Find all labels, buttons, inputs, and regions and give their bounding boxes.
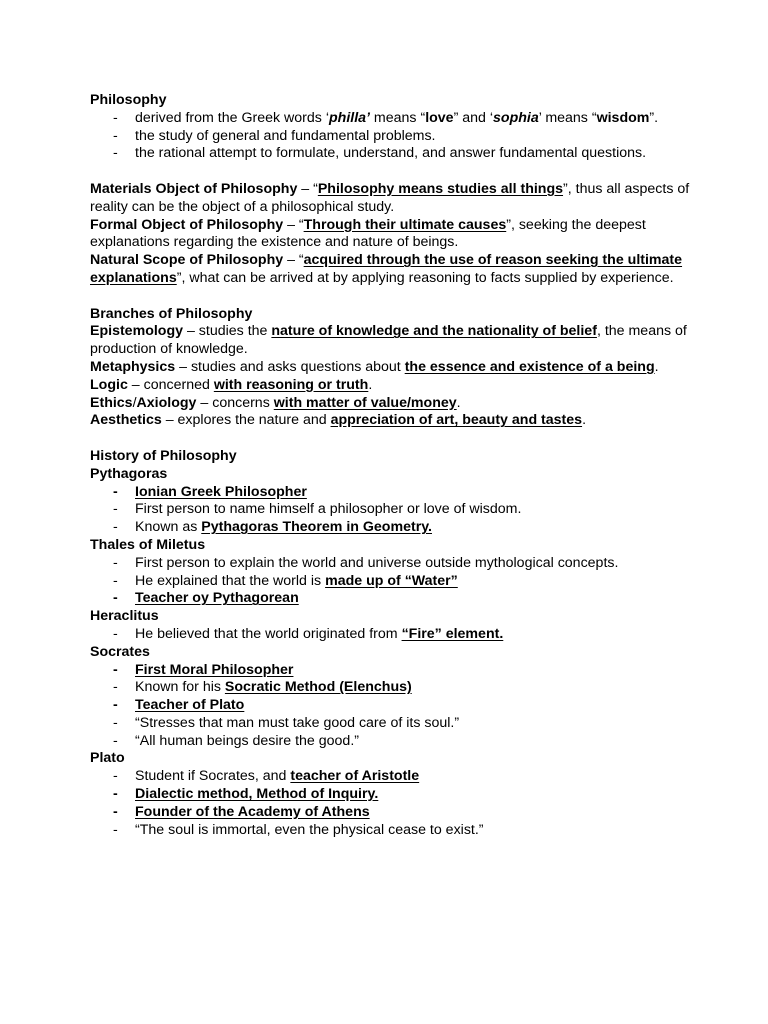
philosopher-facts xyxy=(90,555,690,608)
document-page xyxy=(90,92,690,839)
text-run: Founder of the Academy of Athens xyxy=(135,803,370,820)
text-run: . xyxy=(368,376,373,393)
dash-bullet: - xyxy=(113,679,118,696)
list-item xyxy=(113,554,690,573)
text-run: First Moral Philosopher xyxy=(135,661,294,678)
text-run: acquired through the use of reason seeking the ultimate explanations xyxy=(90,252,683,286)
dash-bullet: - xyxy=(113,732,118,749)
definition-list xyxy=(90,110,690,163)
text-run: philla’ xyxy=(328,109,370,126)
text-run: love xyxy=(425,109,454,126)
heading-branches: Branches of Philosophy xyxy=(90,305,253,322)
philosopher-facts xyxy=(90,768,690,839)
text-run: “Stresses that man must take good care of its soul.” xyxy=(135,714,460,731)
philosopher-name: Pythagoras xyxy=(90,465,168,482)
branches-section xyxy=(90,323,690,430)
text-run: – “ xyxy=(297,180,318,197)
dash-bullet: - xyxy=(113,519,118,536)
text-run: , the means of production of knowledge. xyxy=(90,323,687,358)
text-run: “The soul is immortal, even the physical cease to exist.” xyxy=(135,821,484,838)
text-run: with matter of value/money xyxy=(273,394,457,411)
list-item xyxy=(113,109,690,128)
text-run: . xyxy=(456,394,461,411)
list-item xyxy=(113,572,690,591)
dash-bullet: - xyxy=(113,501,118,518)
text-run: ”, thus all aspects of reality can be the object of a philosophical study. xyxy=(90,180,690,215)
dash-bullet: - xyxy=(113,483,118,500)
text-run: – explores the nature and xyxy=(161,412,331,429)
text-run: Axiology xyxy=(136,394,197,411)
list-item xyxy=(113,732,690,751)
dash-bullet: - xyxy=(113,821,118,838)
text-run: Teacher oy Pythagorean xyxy=(135,590,299,607)
text-run: with reasoning or truth xyxy=(213,376,369,393)
text-run: . xyxy=(582,412,587,429)
philosopher-facts xyxy=(90,484,690,537)
text-run: Logic xyxy=(90,376,128,393)
history-section xyxy=(90,466,690,840)
text-run: ’ means “ xyxy=(538,109,597,126)
dash-bullet: - xyxy=(113,590,118,607)
list-item xyxy=(113,714,690,733)
text-run: means “ xyxy=(369,109,426,126)
text-run: teacher of Aristotle xyxy=(290,768,420,785)
text-run: Philosophy means studies all things xyxy=(317,180,564,197)
text-run: ”, what can be arrived at by applying reasoning to facts supplied by experience. xyxy=(176,269,674,286)
heading-philosophy: Philosophy xyxy=(90,92,167,108)
text-run: He believed that the world originated from xyxy=(135,625,402,642)
text-run: First person to name himself a philosopher or love of wisdom. xyxy=(135,501,522,518)
list-item xyxy=(113,625,690,644)
philosopher-name: Socrates xyxy=(90,643,150,660)
branch-paragraph xyxy=(90,323,690,359)
text-run: Student if Socrates, and xyxy=(135,768,291,785)
text-run: – concerned xyxy=(127,376,214,393)
philosopher-name: Plato xyxy=(90,750,125,767)
text-run: derived from the Greek words ‘ xyxy=(135,109,329,126)
branch-paragraph xyxy=(90,412,690,430)
text-run: Metaphysics xyxy=(90,358,176,375)
text-run: – “ xyxy=(283,252,304,269)
text-run: appreciation of art, beauty and tastes xyxy=(330,412,583,429)
philosopher-facts xyxy=(90,626,690,644)
list-item xyxy=(113,768,690,786)
dash-bullet: - xyxy=(113,786,118,803)
text-run: nature of knowledge and the nationality of belief xyxy=(271,323,597,340)
list-item xyxy=(113,679,690,697)
object-paragraph xyxy=(90,252,690,288)
text-run: the study of general and fundamental problems. xyxy=(135,127,436,144)
text-run: wisdom xyxy=(596,109,650,126)
text-run: Epistemology xyxy=(90,323,184,340)
dash-bullet: - xyxy=(113,109,118,126)
list-item xyxy=(113,519,690,537)
philosopher-name: Thales of Miletus xyxy=(90,536,206,553)
text-run: Teacher of Plato xyxy=(135,697,245,714)
text-run: – studies and asks questions about xyxy=(175,358,405,375)
text-run: Dialectic method, Method of Inquiry. xyxy=(135,786,379,803)
list-item xyxy=(113,590,690,608)
dash-bullet: - xyxy=(113,661,118,678)
text-run: Materials Object of Philosophy xyxy=(90,180,298,197)
text-run: made up of “Water” xyxy=(325,572,458,589)
list-item xyxy=(113,127,690,146)
object-paragraph xyxy=(90,217,690,253)
text-run: Aesthetics xyxy=(90,412,162,429)
dash-bullet: - xyxy=(113,625,118,642)
dash-bullet: - xyxy=(113,803,118,820)
text-run: – studies the xyxy=(183,323,272,340)
philosopher-facts xyxy=(90,662,690,751)
dash-bullet: - xyxy=(113,572,118,589)
text-run: sophia xyxy=(493,109,539,126)
list-item xyxy=(113,821,690,840)
text-run: Natural Scope of Philosophy xyxy=(90,252,284,269)
text-run: . xyxy=(654,358,659,375)
text-run: – “ xyxy=(283,216,304,233)
text-run: Ionian Greek Philosopher xyxy=(135,483,307,500)
philosopher-name: Heraclitus xyxy=(90,608,159,625)
objects-section xyxy=(90,181,690,288)
text-run: Formal Object of Philosophy xyxy=(90,216,284,233)
text-run: – concerns xyxy=(196,394,274,411)
dash-bullet: - xyxy=(113,127,118,144)
object-paragraph xyxy=(90,181,690,217)
text-run: Through their ultimate causes xyxy=(303,216,507,233)
dash-bullet: - xyxy=(113,697,118,714)
text-run: “Fire” element. xyxy=(401,625,504,642)
branch-paragraph xyxy=(90,395,690,413)
list-item xyxy=(113,803,690,822)
text-run: ” and ‘ xyxy=(453,109,494,126)
text-run: ”, seeking the deepest explanations regarding the existence and nature of beings. xyxy=(90,216,646,251)
dash-bullet: - xyxy=(113,145,118,162)
list-item xyxy=(113,501,690,519)
dash-bullet: - xyxy=(113,714,118,731)
heading-history: History of Philosophy xyxy=(90,447,237,464)
list-item xyxy=(113,145,690,163)
text-run: ”. xyxy=(649,109,659,126)
text-run: Known as xyxy=(135,519,202,536)
text-run: the rational attempt to formulate, understand, and answer fundamental questions. xyxy=(135,145,647,162)
branch-paragraph xyxy=(90,359,690,377)
text-run: Known for his xyxy=(135,679,225,696)
list-item xyxy=(113,483,690,502)
list-item xyxy=(113,697,690,715)
text-run: Socratic Method (Elenchus) xyxy=(224,679,412,696)
list-item xyxy=(113,661,690,680)
text-run: “All human beings desire the good.” xyxy=(135,732,359,749)
text-run: Pythagoras Theorem in Geometry. xyxy=(201,519,432,536)
text-run: He explained that the world is xyxy=(135,572,326,589)
list-item xyxy=(113,786,690,804)
text-run: / xyxy=(132,394,137,411)
branch-paragraph xyxy=(90,377,690,395)
dash-bullet: - xyxy=(113,554,118,571)
text-run: First person to explain the world and universe outside mythological concepts. xyxy=(135,554,619,571)
text-run: Ethics xyxy=(90,394,133,411)
text-run: the essence and existence of a being xyxy=(404,358,655,375)
dash-bullet: - xyxy=(113,768,118,785)
